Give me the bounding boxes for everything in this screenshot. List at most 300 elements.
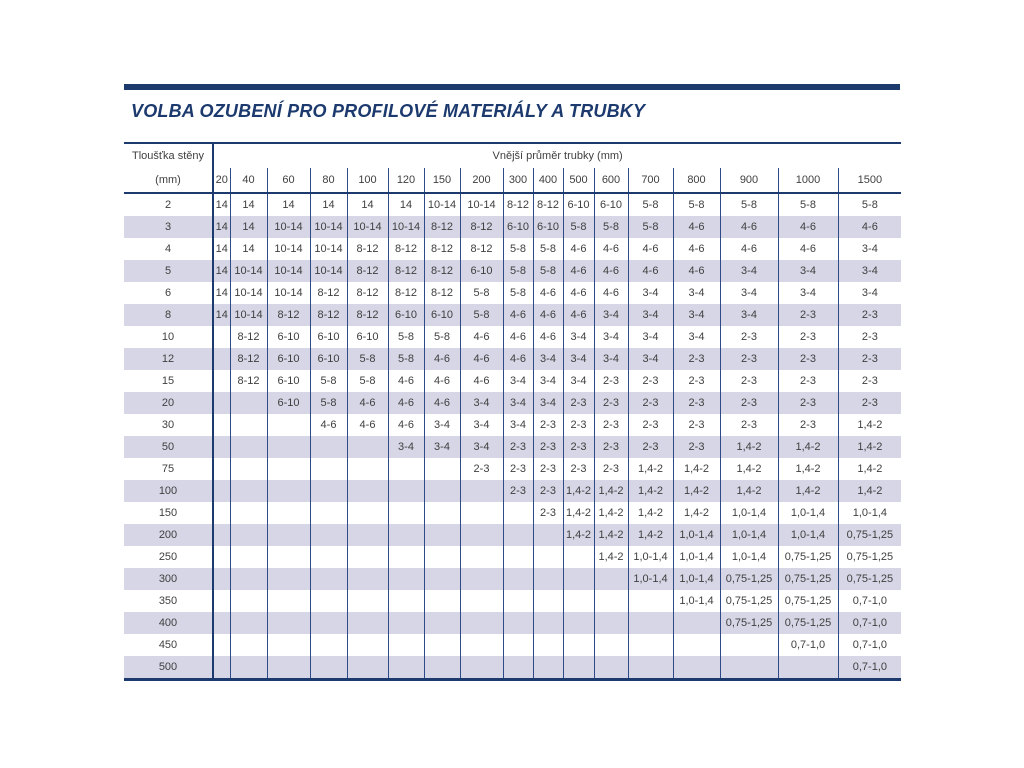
row-thickness-cell: 20	[124, 392, 213, 414]
tooth-range-cell: 2-3	[460, 458, 503, 480]
tooth-range-cell: 5-8	[628, 216, 673, 238]
tooth-range-cell: 14	[213, 260, 230, 282]
tooth-range-cell: 6-10	[388, 304, 424, 326]
tooth-range-cell: 0,75-1,25	[778, 612, 838, 634]
tooth-range-cell	[230, 568, 267, 590]
tooth-range-cell: 3-4	[720, 304, 778, 326]
tooth-range-cell: 1,4-2	[594, 480, 628, 502]
tooth-range-cell: 0,75-1,25	[720, 568, 778, 590]
tooth-range-cell: 2-3	[838, 304, 901, 326]
tooth-range-cell: 14	[230, 216, 267, 238]
table-row	[124, 260, 901, 282]
tooth-range-cell: 3-4	[838, 260, 901, 282]
tooth-range-cell: 4-6	[460, 348, 503, 370]
row-thickness-cell: 300	[124, 568, 213, 590]
table-row	[124, 392, 901, 414]
tooth-range-cell: 10-14	[310, 216, 347, 238]
tooth-range-cell	[628, 656, 673, 680]
tooth-range-cell: 5-8	[503, 282, 533, 304]
tooth-range-cell	[388, 634, 424, 656]
tooth-range-cell: 8-12	[533, 193, 563, 216]
table-row	[124, 502, 901, 524]
tooth-range-cell	[563, 568, 594, 590]
tooth-range-cell: 14	[213, 238, 230, 260]
tooth-range-cell	[563, 612, 594, 634]
tooth-range-cell	[310, 480, 347, 502]
tooth-range-cell: 2-3	[503, 458, 533, 480]
diameter-header-cell: 80	[310, 168, 347, 193]
tooth-range-cell	[388, 568, 424, 590]
tooth-range-cell: 2-3	[838, 370, 901, 392]
tooth-range-cell	[310, 458, 347, 480]
tooth-range-cell	[424, 568, 460, 590]
tooth-range-cell	[310, 590, 347, 612]
tooth-range-cell	[347, 568, 388, 590]
tooth-range-cell: 14	[230, 193, 267, 216]
tooth-range-cell: 2-3	[778, 304, 838, 326]
tooth-range-cell: 8-12	[424, 260, 460, 282]
tooth-range-cell	[230, 612, 267, 634]
tooth-range-cell: 4-6	[310, 414, 347, 436]
diameter-header-cell: 40	[230, 168, 267, 193]
tooth-range-cell: 8-12	[347, 260, 388, 282]
row-thickness-cell: 400	[124, 612, 213, 634]
tooth-range-cell: 2-3	[594, 458, 628, 480]
tooth-range-cell: 2-3	[673, 392, 720, 414]
tooth-range-cell: 4-6	[347, 414, 388, 436]
tooth-range-cell: 4-6	[424, 370, 460, 392]
row-thickness-cell: 500	[124, 656, 213, 680]
row-thickness-cell: 15	[124, 370, 213, 392]
tooth-range-cell	[460, 568, 503, 590]
tooth-range-cell	[388, 480, 424, 502]
tooth-range-cell: 14	[213, 282, 230, 304]
tooth-range-cell: 8-12	[388, 282, 424, 304]
tooth-range-cell: 3-4	[388, 436, 424, 458]
tooth-range-cell: 14	[388, 193, 424, 216]
tooth-range-cell: 4-6	[720, 238, 778, 260]
tooth-range-cell: 5-8	[778, 193, 838, 216]
tooth-range-cell	[213, 458, 230, 480]
tooth-range-cell: 1,4-2	[778, 436, 838, 458]
tooth-range-cell	[563, 590, 594, 612]
tooth-range-cell	[230, 546, 267, 568]
diameter-header-cell: 1500	[838, 168, 901, 193]
tooth-range-cell: 3-4	[628, 282, 673, 304]
tooth-range-cell: 6-10	[533, 216, 563, 238]
tooth-range-cell: 8-12	[310, 282, 347, 304]
table-row	[124, 304, 901, 326]
tooth-range-cell	[267, 590, 310, 612]
tooth-range-cell: 2-3	[594, 370, 628, 392]
table-row	[124, 524, 901, 546]
tooth-range-cell	[347, 436, 388, 458]
tooth-range-cell	[460, 590, 503, 612]
tooth-range-cell: 3-4	[628, 304, 673, 326]
tooth-range-cell: 4-6	[460, 326, 503, 348]
tooth-range-cell: 5-8	[460, 304, 503, 326]
tooth-range-cell: 2-3	[594, 414, 628, 436]
tooth-range-cell: 4-6	[720, 216, 778, 238]
tooth-range-cell	[347, 480, 388, 502]
table-row	[124, 436, 901, 458]
table-row	[124, 480, 901, 502]
tooth-range-cell: 8-12	[230, 370, 267, 392]
tooth-range-cell: 4-6	[778, 216, 838, 238]
tooth-range-cell: 10-14	[310, 260, 347, 282]
tooth-range-cell	[503, 634, 533, 656]
tooth-range-cell: 4-6	[778, 238, 838, 260]
wall-thickness-label: Tloušťka stěny	[132, 150, 204, 162]
tooth-range-cell: 1,4-2	[838, 436, 901, 458]
tooth-range-cell	[310, 568, 347, 590]
tooth-range-cell	[388, 458, 424, 480]
tooth-range-cell: 1,4-2	[838, 480, 901, 502]
tooth-range-cell: 5-8	[628, 193, 673, 216]
tooth-range-cell: 6-10	[347, 326, 388, 348]
tooth-range-cell	[347, 524, 388, 546]
tooth-range-cell: 8-12	[424, 216, 460, 238]
tooth-range-cell: 10-14	[230, 304, 267, 326]
tooth-range-cell: 6-10	[267, 348, 310, 370]
tooth-range-cell: 3-4	[673, 304, 720, 326]
tooth-range-cell	[503, 590, 533, 612]
tooth-range-cell: 5-8	[388, 326, 424, 348]
tooth-range-cell: 10-14	[347, 216, 388, 238]
tooth-range-cell: 4-6	[388, 414, 424, 436]
tooth-range-cell: 4-6	[503, 304, 533, 326]
tooth-range-cell	[460, 634, 503, 656]
tooth-range-cell	[230, 656, 267, 680]
tooth-range-cell	[213, 392, 230, 414]
tooth-range-cell	[267, 480, 310, 502]
tooth-range-cell	[563, 656, 594, 680]
tooth-range-cell: 0,75-1,25	[838, 524, 901, 546]
tooth-range-cell: 2-3	[838, 392, 901, 414]
tooth-range-cell: 4-6	[563, 238, 594, 260]
tooth-range-cell: 4-6	[388, 392, 424, 414]
tooth-range-cell: 1,4-2	[838, 458, 901, 480]
tooth-range-cell: 2-3	[533, 414, 563, 436]
tooth-range-cell: 3-4	[460, 414, 503, 436]
tooth-range-cell: 1,4-2	[563, 502, 594, 524]
row-thickness-cell: 250	[124, 546, 213, 568]
tooth-range-cell: 1,0-1,4	[778, 524, 838, 546]
tooth-range-cell: 5-8	[347, 370, 388, 392]
tooth-range-cell	[230, 458, 267, 480]
tooth-range-cell	[267, 458, 310, 480]
tooth-range-cell	[503, 612, 533, 634]
tooth-range-cell	[347, 634, 388, 656]
tooth-range-cell	[347, 502, 388, 524]
tooth-range-cell: 3-4	[533, 392, 563, 414]
table-head	[124, 143, 901, 193]
tooth-range-cell: 1,4-2	[673, 480, 720, 502]
tooth-range-cell: 1,0-1,4	[673, 590, 720, 612]
diameter-header-cell: 900	[720, 168, 778, 193]
tooth-range-cell	[267, 436, 310, 458]
tooth-range-cell	[230, 634, 267, 656]
tooth-range-cell: 3-4	[460, 436, 503, 458]
tooth-range-cell: 1,4-2	[720, 458, 778, 480]
tooth-range-cell: 3-4	[838, 238, 901, 260]
tooth-range-cell: 10-14	[267, 282, 310, 304]
tooth-range-cell: 10-14	[460, 193, 503, 216]
table-row	[124, 612, 901, 634]
tooth-range-cell: 1,4-2	[628, 524, 673, 546]
tooth-range-cell: 14	[310, 193, 347, 216]
tooth-range-cell: 1,4-2	[628, 458, 673, 480]
tooth-range-cell: 4-6	[673, 238, 720, 260]
table-row	[124, 656, 901, 680]
tooth-range-cell	[213, 634, 230, 656]
tooth-range-cell: 5-8	[388, 348, 424, 370]
tooth-range-cell: 1,0-1,4	[628, 546, 673, 568]
row-thickness-cell: 2	[124, 193, 213, 216]
tooth-range-cell	[230, 436, 267, 458]
diameter-header-row	[124, 168, 901, 193]
tooth-range-cell: 1,4-2	[594, 524, 628, 546]
tooth-range-cell: 4-6	[347, 392, 388, 414]
diameter-header-cell: 500	[563, 168, 594, 193]
tooth-range-cell	[628, 634, 673, 656]
diameter-header-cell: 700	[628, 168, 673, 193]
tooth-range-cell	[460, 612, 503, 634]
tooth-range-cell	[230, 480, 267, 502]
top-accent-bar	[124, 84, 900, 90]
tooth-range-cell: 10-14	[424, 193, 460, 216]
tooth-range-cell: 1,0-1,4	[720, 502, 778, 524]
tooth-range-cell: 3-4	[778, 282, 838, 304]
row-thickness-cell: 100	[124, 480, 213, 502]
tooth-range-cell: 0,75-1,25	[720, 590, 778, 612]
tooth-range-cell: 1,0-1,4	[673, 546, 720, 568]
tooth-range-cell: 3-4	[778, 260, 838, 282]
tooth-range-cell: 1,4-2	[594, 502, 628, 524]
tooth-range-cell	[628, 612, 673, 634]
tooth-range-cell: 8-12	[460, 216, 503, 238]
tooth-range-cell	[347, 546, 388, 568]
tooth-range-cell	[424, 590, 460, 612]
tooth-range-cell: 8-12	[424, 282, 460, 304]
tooth-range-cell: 3-4	[673, 282, 720, 304]
tooth-range-cell	[503, 524, 533, 546]
tooth-range-cell: 1,0-1,4	[720, 524, 778, 546]
table-row	[124, 634, 901, 656]
tooth-range-cell: 4-6	[533, 326, 563, 348]
tooth-range-cell	[230, 502, 267, 524]
tooth-range-cell	[213, 524, 230, 546]
tooth-range-cell: 1,4-2	[720, 480, 778, 502]
row-thickness-cell: 450	[124, 634, 213, 656]
tooth-range-cell: 2-3	[563, 392, 594, 414]
tooth-range-cell: 14	[213, 304, 230, 326]
row-thickness-cell: 200	[124, 524, 213, 546]
tooth-range-cell: 5-8	[594, 216, 628, 238]
tooth-range-cell: 4-6	[424, 348, 460, 370]
tooth-range-cell: 4-6	[594, 282, 628, 304]
tooth-range-cell: 5-8	[310, 370, 347, 392]
tooth-range-cell: 2-3	[673, 348, 720, 370]
tooth-range-cell: 10-14	[267, 238, 310, 260]
tooth-range-cell: 2-3	[533, 458, 563, 480]
tooth-range-cell: 2-3	[778, 392, 838, 414]
tooth-range-cell: 10-14	[310, 238, 347, 260]
tooth-range-cell: 2-3	[838, 326, 901, 348]
header-row-top	[124, 143, 901, 168]
tooth-range-cell: 6-10	[310, 326, 347, 348]
tooth-range-cell: 2-3	[628, 436, 673, 458]
tooth-range-cell: 10-14	[230, 260, 267, 282]
tooth-range-cell	[347, 612, 388, 634]
tooth-range-cell: 0,75-1,25	[778, 590, 838, 612]
tooth-range-cell: 5-8	[720, 193, 778, 216]
tooth-range-cell: 2-3	[838, 348, 901, 370]
tooth-range-cell: 8-12	[503, 193, 533, 216]
tooth-range-cell: 3-4	[594, 304, 628, 326]
tooth-range-cell: 5-8	[503, 238, 533, 260]
tooth-range-cell	[460, 546, 503, 568]
table-row	[124, 568, 901, 590]
tooth-range-cell: 4-6	[533, 304, 563, 326]
diameter-header-cell: 800	[673, 168, 720, 193]
table-row	[124, 458, 901, 480]
tooth-range-cell	[347, 458, 388, 480]
tooth-range-cell: 5-8	[563, 216, 594, 238]
tooth-range-cell: 8-12	[310, 304, 347, 326]
tooth-range-cell: 5-8	[838, 193, 901, 216]
tooth-range-cell: 10-14	[267, 260, 310, 282]
tooth-range-cell: 4-6	[594, 260, 628, 282]
tooth-range-cell: 3-4	[594, 348, 628, 370]
tooth-range-cell: 14	[213, 193, 230, 216]
tooth-range-cell	[213, 480, 230, 502]
tooth-range-cell	[310, 634, 347, 656]
tooth-range-cell: 10-14	[230, 282, 267, 304]
tooth-range-cell: 3-4	[673, 326, 720, 348]
tooth-range-cell: 4-6	[628, 260, 673, 282]
tooth-range-cell: 2-3	[778, 414, 838, 436]
tooth-range-cell: 2-3	[533, 436, 563, 458]
tooth-range-cell	[267, 524, 310, 546]
tooth-range-cell	[267, 546, 310, 568]
tooth-range-cell	[267, 656, 310, 680]
tooth-range-cell: 0,75-1,25	[838, 568, 901, 590]
tooth-range-cell: 0,75-1,25	[720, 612, 778, 634]
tooth-range-cell	[533, 634, 563, 656]
tooth-range-cell: 3-4	[533, 370, 563, 392]
tooth-range-cell	[213, 414, 230, 436]
tooth-range-cell	[310, 612, 347, 634]
tooth-range-cell	[533, 546, 563, 568]
diameter-header-cell: 400	[533, 168, 563, 193]
tooth-range-cell	[424, 502, 460, 524]
row-thickness-cell: 75	[124, 458, 213, 480]
tooth-range-cell: 8-12	[347, 238, 388, 260]
tooth-range-cell: 2-3	[673, 370, 720, 392]
tooth-range-cell: 8-12	[424, 238, 460, 260]
tooth-range-cell: 4-6	[838, 216, 901, 238]
tooth-range-cell: 14	[267, 193, 310, 216]
tooth-range-cell	[720, 634, 778, 656]
tooth-range-cell: 0,75-1,25	[778, 568, 838, 590]
outer-diameter-header: Vnější průměr trubky (mm)	[492, 150, 623, 162]
tooth-range-cell: 8-12	[347, 304, 388, 326]
tooth-range-cell	[533, 612, 563, 634]
tooth-range-cell: 4-6	[594, 238, 628, 260]
tooth-range-cell: 4-6	[628, 238, 673, 260]
tooth-range-cell: 4-6	[563, 304, 594, 326]
tooth-range-cell: 5-8	[533, 238, 563, 260]
tooth-range-cell: 2-3	[720, 392, 778, 414]
tooth-range-cell	[424, 480, 460, 502]
tooth-range-cell	[628, 590, 673, 612]
tooth-range-cell	[424, 634, 460, 656]
tooth-range-cell: 10-14	[388, 216, 424, 238]
tooth-range-cell: 5-8	[424, 326, 460, 348]
tooth-range-cell	[503, 656, 533, 680]
tooth-range-cell	[267, 502, 310, 524]
tooth-range-cell	[213, 612, 230, 634]
tooth-range-cell: 5-8	[460, 282, 503, 304]
tooth-range-cell	[310, 524, 347, 546]
tooth-range-cell: 1,4-2	[720, 436, 778, 458]
tooth-range-cell: 2-3	[563, 414, 594, 436]
tooth-range-cell	[388, 590, 424, 612]
tooth-range-cell: 2-3	[503, 480, 533, 502]
tooth-range-cell: 14	[213, 216, 230, 238]
tooth-range-cell	[424, 546, 460, 568]
tooth-range-cell: 6-10	[503, 216, 533, 238]
row-thickness-cell: 4	[124, 238, 213, 260]
tooth-range-cell: 1,4-2	[628, 502, 673, 524]
tooth-range-cell	[594, 634, 628, 656]
tooth-range-cell: 1,4-2	[594, 546, 628, 568]
diameter-header-cell: 1000	[778, 168, 838, 193]
tooth-range-cell: 4-6	[673, 260, 720, 282]
tooth-range-cell: 3-4	[594, 326, 628, 348]
tooth-range-cell	[213, 590, 230, 612]
tooth-range-cell	[267, 634, 310, 656]
tooth-range-cell	[267, 612, 310, 634]
tooth-range-cell	[310, 656, 347, 680]
diameter-header-cell: 300	[503, 168, 533, 193]
tooth-range-cell: 1,4-2	[563, 480, 594, 502]
diameter-header-cell: 20	[213, 168, 230, 193]
tooth-range-cell: 0,7-1,0	[778, 634, 838, 656]
tooth-range-cell	[388, 524, 424, 546]
tooth-range-cell: 3-4	[838, 282, 901, 304]
tooth-range-cell: 1,4-2	[673, 458, 720, 480]
row-thickness-cell: 10	[124, 326, 213, 348]
row-thickness-cell: 3	[124, 216, 213, 238]
tooth-range-cell: 5-8	[310, 392, 347, 414]
tooth-range-cell: 2-3	[720, 348, 778, 370]
tooth-range-cell: 2-3	[563, 458, 594, 480]
tooth-range-cell	[424, 612, 460, 634]
tooth-range-cell	[267, 568, 310, 590]
tooth-range-cell	[388, 546, 424, 568]
tooth-range-cell	[778, 656, 838, 680]
tooth-range-cell: 0,75-1,25	[778, 546, 838, 568]
row-thickness-cell: 8	[124, 304, 213, 326]
tooth-range-cell: 2-3	[673, 436, 720, 458]
tooth-range-cell: 1,0-1,4	[673, 568, 720, 590]
table-row	[124, 414, 901, 436]
tooth-range-cell: 14	[347, 193, 388, 216]
tooth-range-cell: 2-3	[533, 480, 563, 502]
tooth-range-cell: 6-10	[563, 193, 594, 216]
